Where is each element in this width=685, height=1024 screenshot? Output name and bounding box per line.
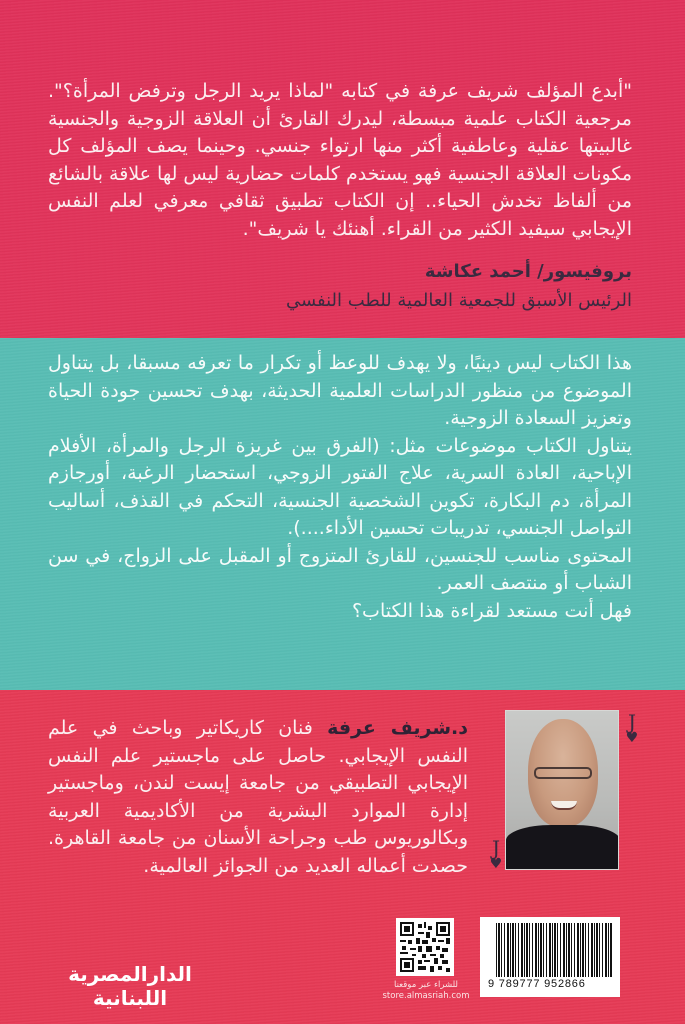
heart-icon: ♥ [625, 730, 639, 746]
endorsement-signer: بروفيسور/ أحمد عكاشة [424, 261, 632, 282]
author-shirt [506, 825, 619, 869]
endorsement-section [0, 0, 685, 338]
description-paragraph: فهل أنت مستعد لقراءة هذا الكتاب؟ [351, 599, 632, 622]
endorsement-quote: "أبدع المؤلف شريف عرفة في كتابه "لماذا يريد الرجل وترفض المرأة؟". مرجعية الكتاب علمية مبسطة، ليدرك القارئ أن العلاقة الزوجية والجنسية غالبيتها عقلية وعاطفية أكثر منها ارتواء جنسي. وحينما يصف المؤلف كل مكونات العلاقة الجنسية فهو يستخدم كلمات حضارية ليس لها علاقة بالشائع من ألفاظ تخدش الحياء.. إن الكتاب تطبيق ثقافي معرفي لعلم النفس الإيجابي سيفيد الكثير من القراء. أهنئك يا شريف". [48, 80, 632, 240]
qr-code-graphic [400, 922, 450, 972]
qr-code-icon[interactable] [396, 918, 454, 976]
isbn-barcode [480, 917, 620, 997]
endorsement-signer-role: الرئيس الأسبق للجمعية العالمية للطب النفسي [285, 290, 632, 311]
description-text [48, 350, 632, 625]
qr-caption [380, 980, 472, 1002]
description-paragraph: هذا الكتاب ليس دينيًا، ولا يهدف للوعظ أو تكرار ما تعرفه مسبقا، بل يتناول الموضوع من منظور الدراسات العلمية الحديثة، بهدف تحسين جودة الحياة وتعزيز السعادة الزوجية. [48, 352, 632, 429]
description-paragraph: المحتوى مناسب للجنسين، للقارئ المتزوج أو المقبل على الزواج، في سن الشباب أو منتصف العمر. [48, 544, 632, 594]
card-jack-heart-icon [488, 838, 504, 870]
author-bio [48, 715, 468, 880]
store-url[interactable]: store.almasriah.com [382, 991, 470, 1001]
card-rank: J [627, 710, 637, 734]
publisher-logo: الدارالمصرية اللبنانية [68, 962, 192, 1010]
card-rank: J [491, 836, 501, 860]
barcode-bars-icon [496, 923, 612, 977]
card-jack-heart-icon [624, 712, 640, 744]
author-photo [505, 710, 619, 870]
description-paragraph: يتناول الكتاب موضوعات مثل: (الفرق بين غريزة الرجل والمرأة، الأفلام الإباحية، العادة السرية، علاج الفتور الزوجي، استحضار الرغبة، أورجازم المرأة، دم البكارة، تكوين الشخصية الجنسية، التحكم في القذف، أساليب التواصل الجنسي، تدريبات تحسين الأداء....). [48, 434, 632, 539]
author-bio-text: فنان كاريكاتير وباحث في علم النفس الإيجابي. حاصل على ماجستير علم النفس الإيجابي التطبيقي من جامعة إيست لندن، وماجستير إدارة الموارد البشرية من الأكاديمية العربية وبكالوريوس طب وجراحة الأسنان من جامعة القاهرة. حصدت أعماله العديد من الجوائز العالمية. [48, 717, 468, 877]
qr-caption-arabic: للشراء عبر موقعنا [393, 980, 459, 990]
isbn-digits: 9 789777 952866 [488, 978, 586, 990]
author-glasses [534, 767, 592, 779]
author-name: د.شريف عرفة [327, 717, 468, 739]
heart-icon: ♥ [489, 856, 503, 872]
